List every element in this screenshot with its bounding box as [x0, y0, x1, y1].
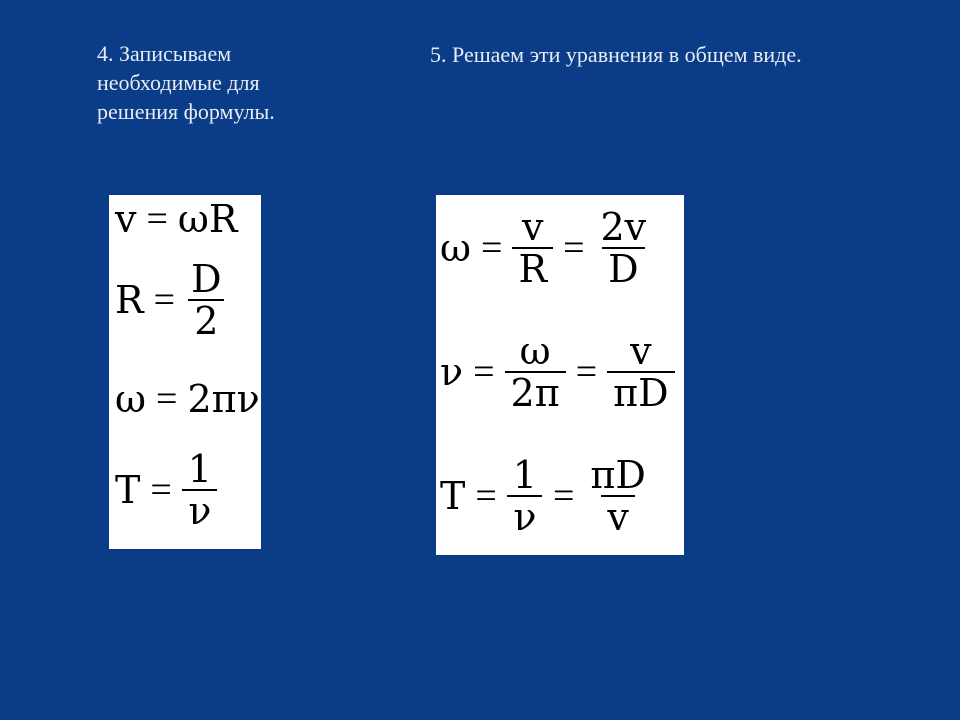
numerator: πD: [590, 453, 646, 497]
equals-sign: =: [473, 351, 495, 393]
equals-sign: =: [156, 378, 178, 420]
fraction: [584, 455, 651, 537]
equals-sign: =: [475, 475, 497, 517]
numerator: D: [191, 257, 222, 301]
fraction: [182, 449, 218, 531]
step-4-heading: [97, 39, 357, 126]
formula-period-solved: [440, 455, 652, 537]
fraction: [512, 207, 553, 289]
fraction: [595, 207, 653, 289]
fraction: [507, 455, 543, 537]
step-4-line-1: 4. Записываем: [97, 41, 232, 66]
denominator: πD: [607, 371, 674, 413]
equals-sign: =: [552, 475, 575, 517]
equals-sign: =: [563, 227, 585, 269]
step-4-line-2: необходимые для: [97, 70, 260, 95]
fraction: [505, 331, 566, 413]
denominator: ν: [507, 495, 542, 537]
formula-lhs: R: [115, 278, 144, 322]
denominator: 2: [188, 299, 224, 341]
formula-lhs: T: [440, 474, 466, 518]
step-5-heading: 5. Решаем эти уравнения в общем виде.: [430, 42, 802, 67]
equals-sign: =: [481, 227, 503, 269]
equals-sign: =: [150, 469, 172, 511]
fraction: [607, 331, 674, 413]
fraction: [185, 259, 227, 341]
numerator: ω: [519, 329, 551, 373]
formulas-box-left: [109, 195, 261, 549]
denominator: v: [601, 495, 634, 537]
formula-rhs: ωR: [177, 197, 238, 241]
formula-lhs: ω: [115, 377, 146, 421]
step-4-line-3: решения формулы.: [97, 99, 275, 124]
denominator: D: [602, 247, 644, 289]
formula-radius: [115, 259, 228, 341]
numerator: 1: [187, 447, 212, 491]
formula-angular-speed: [115, 377, 260, 421]
equals-sign: =: [146, 198, 168, 240]
denominator: ν: [182, 489, 217, 531]
equals-sign: =: [153, 279, 176, 321]
formula-lhs: T: [115, 468, 141, 512]
numerator: 1: [512, 453, 537, 497]
denominator: 2π: [505, 371, 566, 413]
numerator: v: [522, 205, 544, 249]
numerator: v: [630, 329, 652, 373]
formula-linear-speed: [115, 197, 238, 241]
equals-sign: =: [575, 351, 598, 393]
numerator: 2v: [600, 205, 647, 249]
formula-omega-solved: [440, 207, 652, 289]
formula-lhs: v: [115, 197, 137, 241]
formula-lhs: ω: [440, 226, 471, 270]
formula-rhs: 2πν: [187, 377, 260, 421]
formula-period: [115, 449, 218, 531]
formulas-box-right: [436, 195, 684, 555]
formula-lhs: ν: [440, 350, 464, 394]
formula-nu-solved: [440, 331, 675, 413]
denominator: R: [512, 247, 553, 289]
